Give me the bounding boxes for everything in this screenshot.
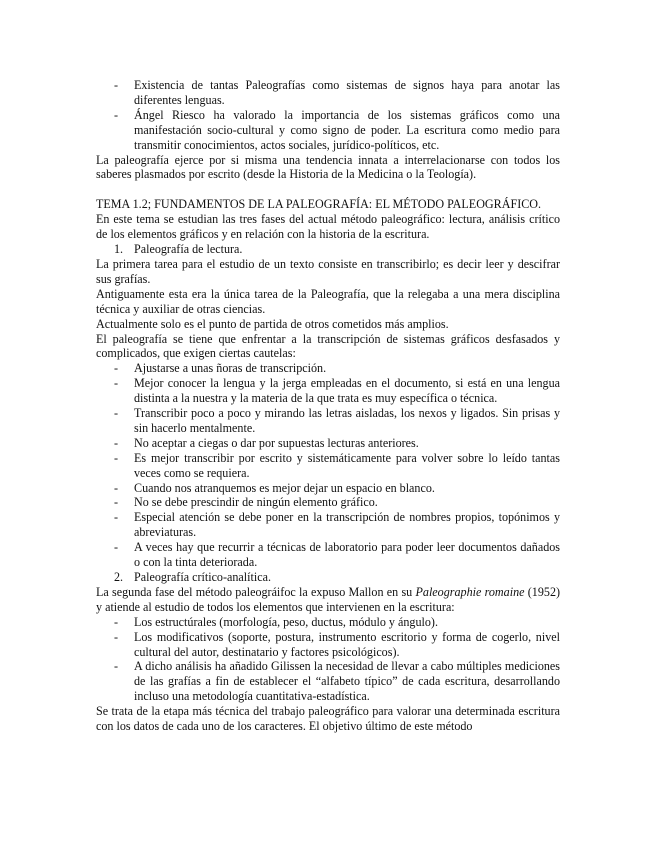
list-item: - Existencia de tantas Paleografías como sistemas de signos haya para anotar las diferentes lenguas. [134,78,560,108]
intro-paragraph: La paleografía ejerce por si misma una tendencia innata a interrelacionarse con todos los saberes plasmados por escrito (desde la Historia de la Medicina o la Teología). [96,152,560,182]
list-item: - Los estructúrales (morfología, peso, ductus, módulo y ángulo). [134,615,560,630]
list-item: - A dicho análisis ha añadido Gilissen la necesidad de llevar a cabo múltiples mediciones de las grafías a fin de establecer el “alfabeto típico” de cada escritura, desarrollando incluso una metodología cuantitativa-estadística. [134,659,560,704]
phase-2-paragraph [96,585,560,615]
phase-1-title-text: Paleografía de lectura. [134,242,243,257]
section-intro: En este tema se estudian las tres fases del actual método paleográfico: lectura, análisis crítico de los elementos gráficos y en relación con la historia de la escritura. [96,212,560,242]
elements-list [96,615,560,704]
phase-2-text: La segunda fase del método paleográifoc la expuso Mallon en su [96,584,416,599]
phase-2-number: 2. [114,570,124,584]
cautions-list [96,361,560,570]
intro-bullet-list [96,78,560,153]
list-item: - Ajustarse a unas ñoras de transcripción. [134,361,560,376]
list-item: - Transcribir poco a poco y mirando las letras aisladas, los nexos y ligados. Sin prisas y sin hacerlo mentalmente. [134,406,560,436]
document-page [96,78,560,734]
phase-1-title [114,242,560,257]
list-item: - A veces hay que recurrir a técnicas de laboratorio para poder leer documentos dañados o con la tinta deteriorada. [134,540,560,570]
phase-2-title-text: Paleografía crítico-analítica. [134,570,271,584]
list-item: - Es mejor transcribir por escrito y sistemáticamente para volver sobre lo leído tantas veces como se requiera. [134,451,560,481]
phase-2-title [114,570,560,585]
phase-1-paragraph: Actualmente solo es el punto de partida de otros cometidos más amplios. [96,316,449,331]
phase-1-paragraph: El paleografía se tiene que enfrentar a la transcripción de sistemas gráficos desfasados y complicados, que exigen ciertas cautelas: [96,331,560,361]
spacer [96,182,560,197]
phase-1-number: 1. [114,242,124,257]
phase-1-paragraph: La primera tarea para el estudio de un texto consiste en transcribirlo; es decir leer y descifrar sus grafías. [96,256,560,286]
section-heading: TEMA 1.2; FUNDAMENTOS DE LA PALEOGRAFÍA: EL MÉTODO PALEOGRÁFICO. [96,197,542,212]
phase-2-heading-list [96,570,560,585]
phase-2-text: (1952) y atiende al estudio de todos los elementos que intervienen en la escritura: [96,584,561,614]
closing-paragraph: Se trata de la etapa más técnica del trabajo paleográfico para valorar una determinada escritura con los datos de cada uno de los caracteres. El objetivo último de este método [96,704,560,734]
phase-1-paragraph: Antiguamente esta era la única tarea de la Paleografía, que la relegaba a una mera disciplina técnica y auxiliar de otras ciencias. [96,286,560,316]
list-item: - No se debe prescindir de ningún elemento gráfico. [134,495,560,510]
list-item: - Especial atención se debe poner en la transcripción de nombres propios, topónimos y abreviaturas. [134,510,560,540]
phase-1-heading-list [96,242,560,257]
list-item: - Los modificativos (soporte, postura, instrumento escritorio y forma de cogerlo, nivel cultural del autor, destinatario y factores psicológicos). [134,630,560,660]
list-item: - Cuando nos atranquemos es mejor dejar un espacio en blanco. [134,481,560,496]
book-title: Paleographie romaine [415,584,525,599]
list-item: - Ángel Riesco ha valorado la importancia de los sistemas gráficos como una manifestación socio-cultural y como signo de poder. La escritura como medio para transmitir conocimientos, actos sociales, jurídico-políticos, etc. [134,108,560,153]
list-item: - No aceptar a ciegas o dar por supuestas lecturas anteriores. [134,436,560,451]
list-item: - Mejor conocer la lengua y la jerga empleadas en el documento, si está en una lengua distinta a la nuestra y la materia de la que trata es muy específica o técnica. [134,376,560,406]
